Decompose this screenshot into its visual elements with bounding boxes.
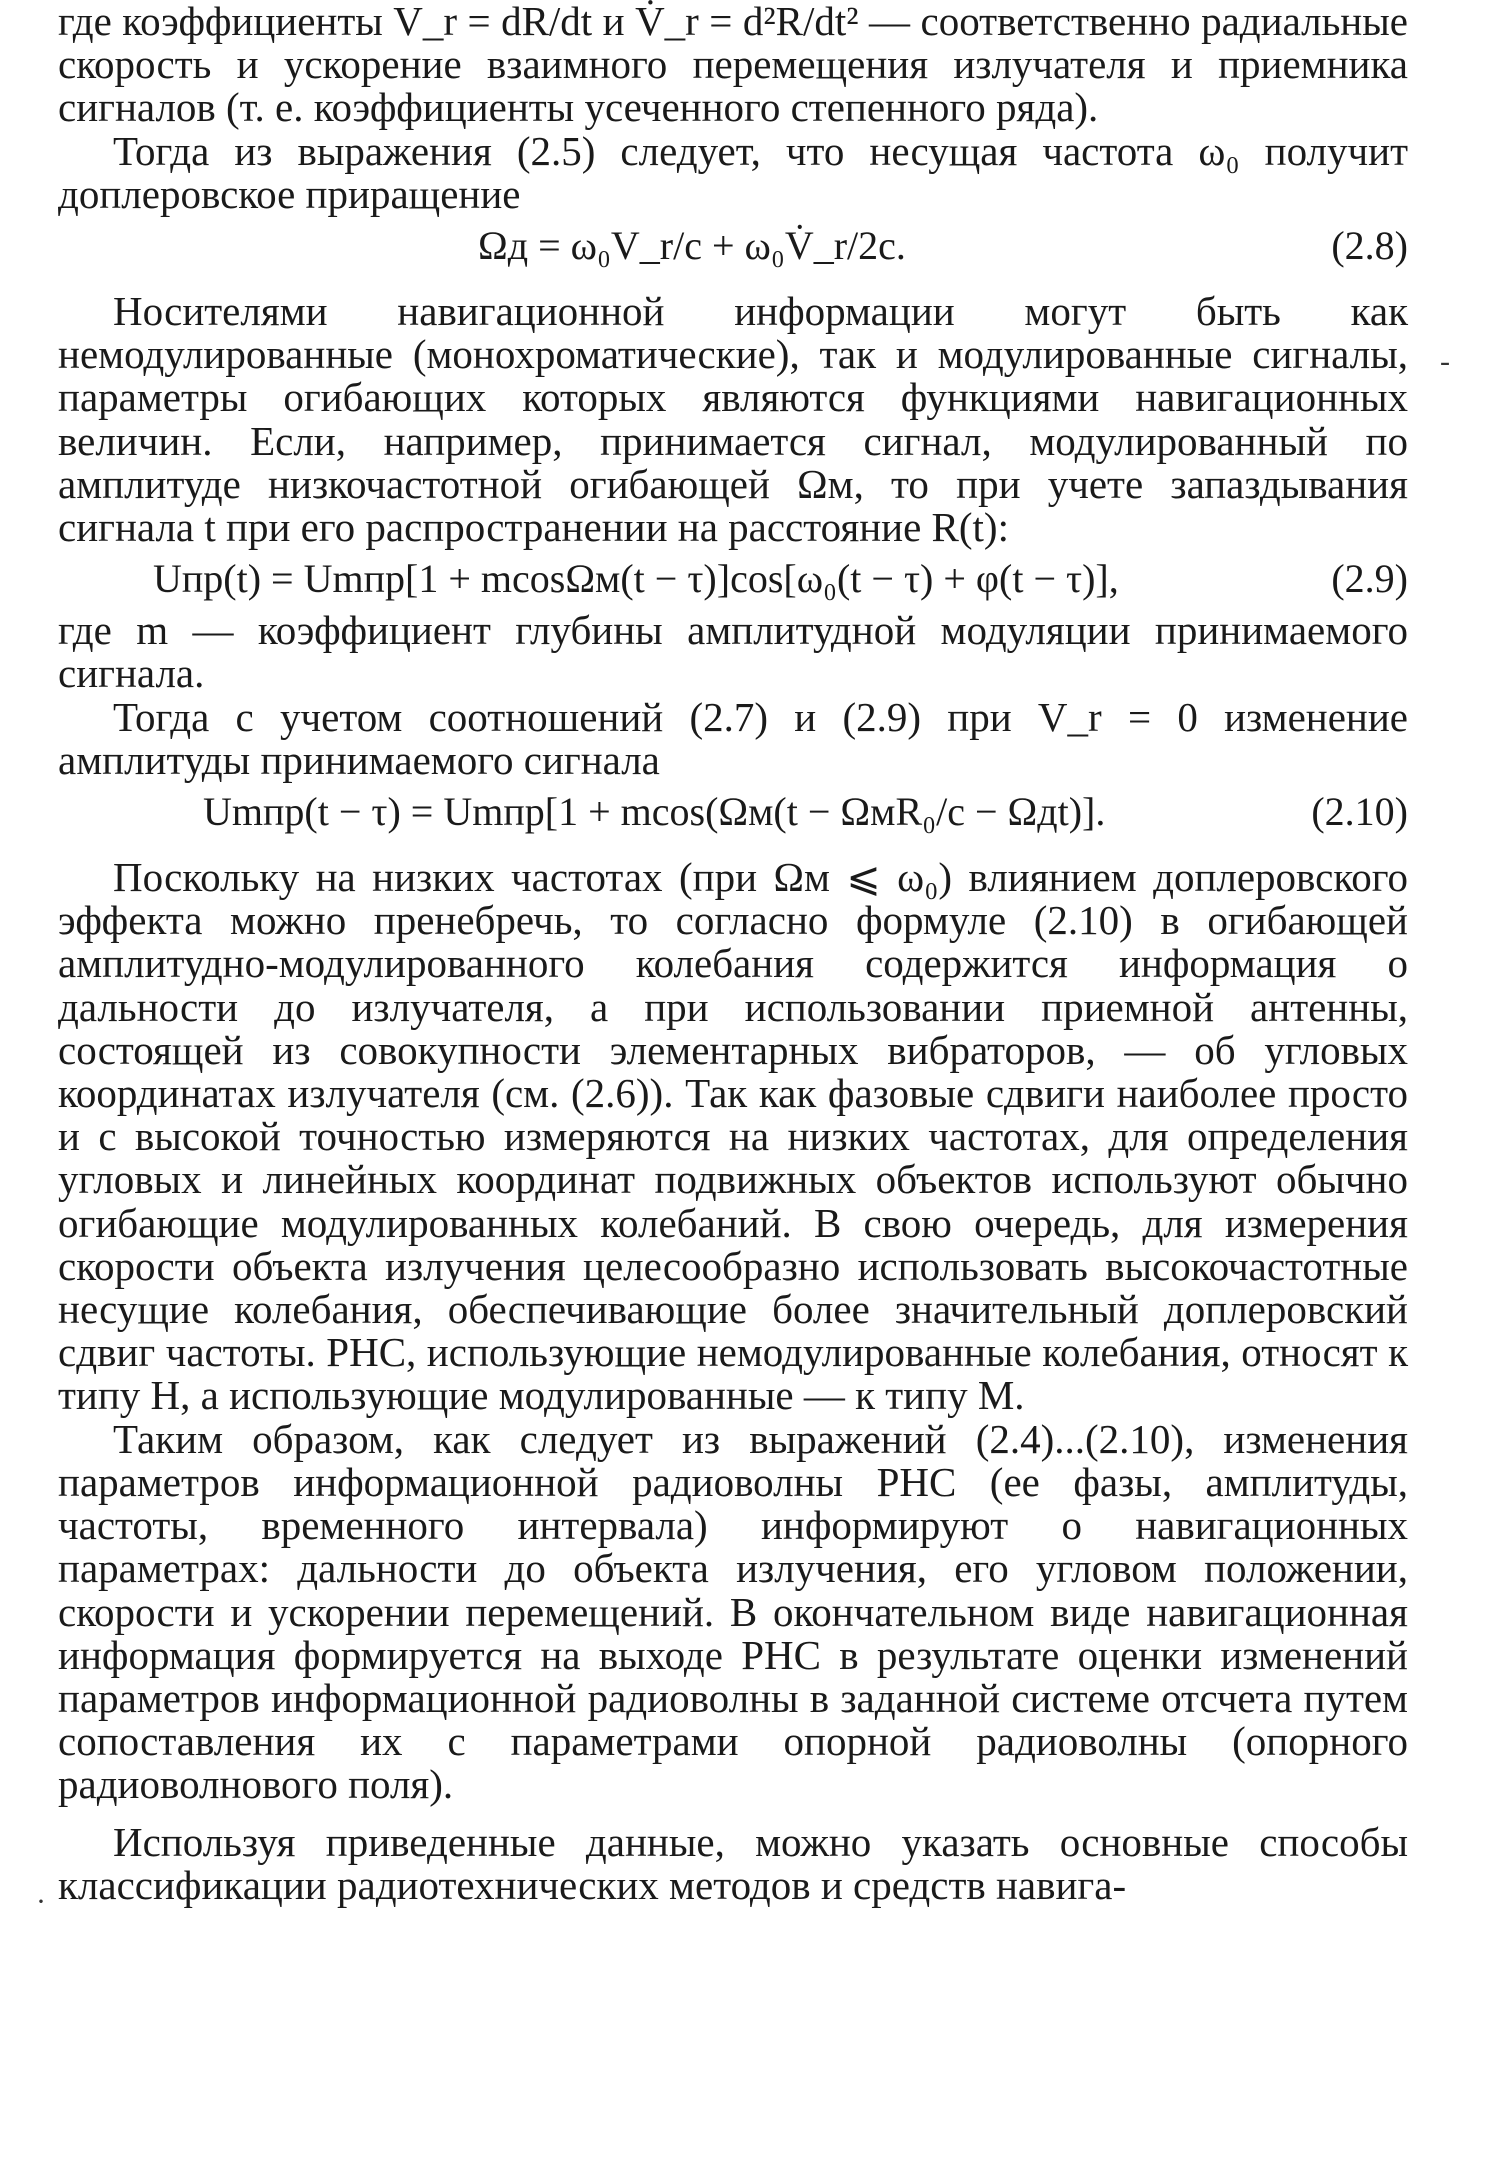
equation-2-9-expression: Uпр(t) = Umпр[1 + mcosΩм(t − τ)]cos[ω₀(t − τ) + φ(t − τ)],: [153, 556, 1119, 602]
paragraph-low-frequencies: Поскольку на низких частотах (при Ωм ⩽ ω₀) влиянием доплеровского эффекта можно пренебречь, то согласно формуле (2.10) в огибающей амплитудно-модулированного колебания содержится информация о дальности до излучателя, а при использовании приемной антенны, состоящей из совокупности элементарных вибраторов, — об угловых координатах излучателя (см. (2.6)). Так как фазовые сдвиги наиболее просто и с высокой точностью измеряются на низких частотах, для определения угловых и линейных координат подвижных объектов используют обычно огибающие модулированных колебаний. В свою очередь, для измерения скорости объекта излучения целесообразно использовать высокочастотные несущие колебания, обеспечивающие более значительный доплеровский сдвиг частоты. РНС, использующие немодулированные колебания, относят к типу Н, а использующие модулированные — к типу М.: [58, 854, 1408, 1419]
equation-2-9-number: (2.9): [1331, 556, 1408, 602]
paragraph-classification: Используя приведенные данные, можно указать основные способы классификации радиотехнических методов и средств навига-: [58, 1818, 1408, 1908]
equation-2-9: [58, 549, 1408, 609]
paragraph-information-carriers: Носителями навигационной информации могут быть как немодулированные (монохроматические), так и модулированные сигналы, параметры огибающих которых являются функциями навигационных величин. Если, например, принимается сигнал, модулированный по амплитуде низкочастотной огибающей Ωм, то при учете запаздывания сигнала t при его распространении на расстояние R(t):: [58, 288, 1408, 551]
equation-2-8-number: (2.8): [1331, 223, 1408, 269]
document-page: [58, 0, 1408, 1907]
paragraph-amplitude-change: Тогда с учетом соотношений (2.7) и (2.9) при V_r = 0 изменение амплитуды принимаемого сигнала: [58, 693, 1408, 783]
equation-2-10-number: (2.10): [1311, 789, 1408, 835]
paragraph-doppler-increment: Тогда из выражения (2.5) следует, что несущая частота ω₀ получит доплеровское приращение: [58, 127, 1408, 217]
scan-dot: ·: [36, 1885, 46, 1918]
equation-2-10: [58, 782, 1408, 842]
paragraph-modulation-depth: где m — коэффициент глубины амплитудной модуляции принимаемого сигнала.: [58, 607, 1408, 697]
paragraph-coefficients: где коэффициенты V_r = dR/dt и V̇_r = d²R/dt² — соответственно радиальные скорость и ускорение взаимного перемещения излучателя и приемника сигналов (т. е. коэффициенты усеченного степенного ряда).: [58, 0, 1408, 131]
scan-mark: -: [1440, 345, 1450, 378]
equation-2-10-expression: Umпр(t − τ) = Umпр[1 + mcos(Ωм(t − ΩмR₀/c − Ωдt)].: [203, 789, 1106, 835]
equation-2-8-expression: Ωд = ω₀V_r/c + ω₀V̇_r/2c.: [478, 223, 906, 269]
paragraph-conclusion: Таким образом, как следует из выражений (2.4)...(2.10), изменения параметров информационной радиоволны РНС (ее фазы, амплитуды, частоты, временного интервала) информируют о навигационных параметрах: дальности до объекта излучения, его угловом положении, скорости и ускорении перемещений. В окончательном виде навигационная информация формируется на выходе РНС в результате оценки изменений параметров информационной радиоволны в заданной системе отсчета путем сопоставления их с параметрами опорной радиоволны (опорного радиоволнового поля).: [58, 1415, 1408, 1808]
equation-2-8: [58, 216, 1408, 276]
